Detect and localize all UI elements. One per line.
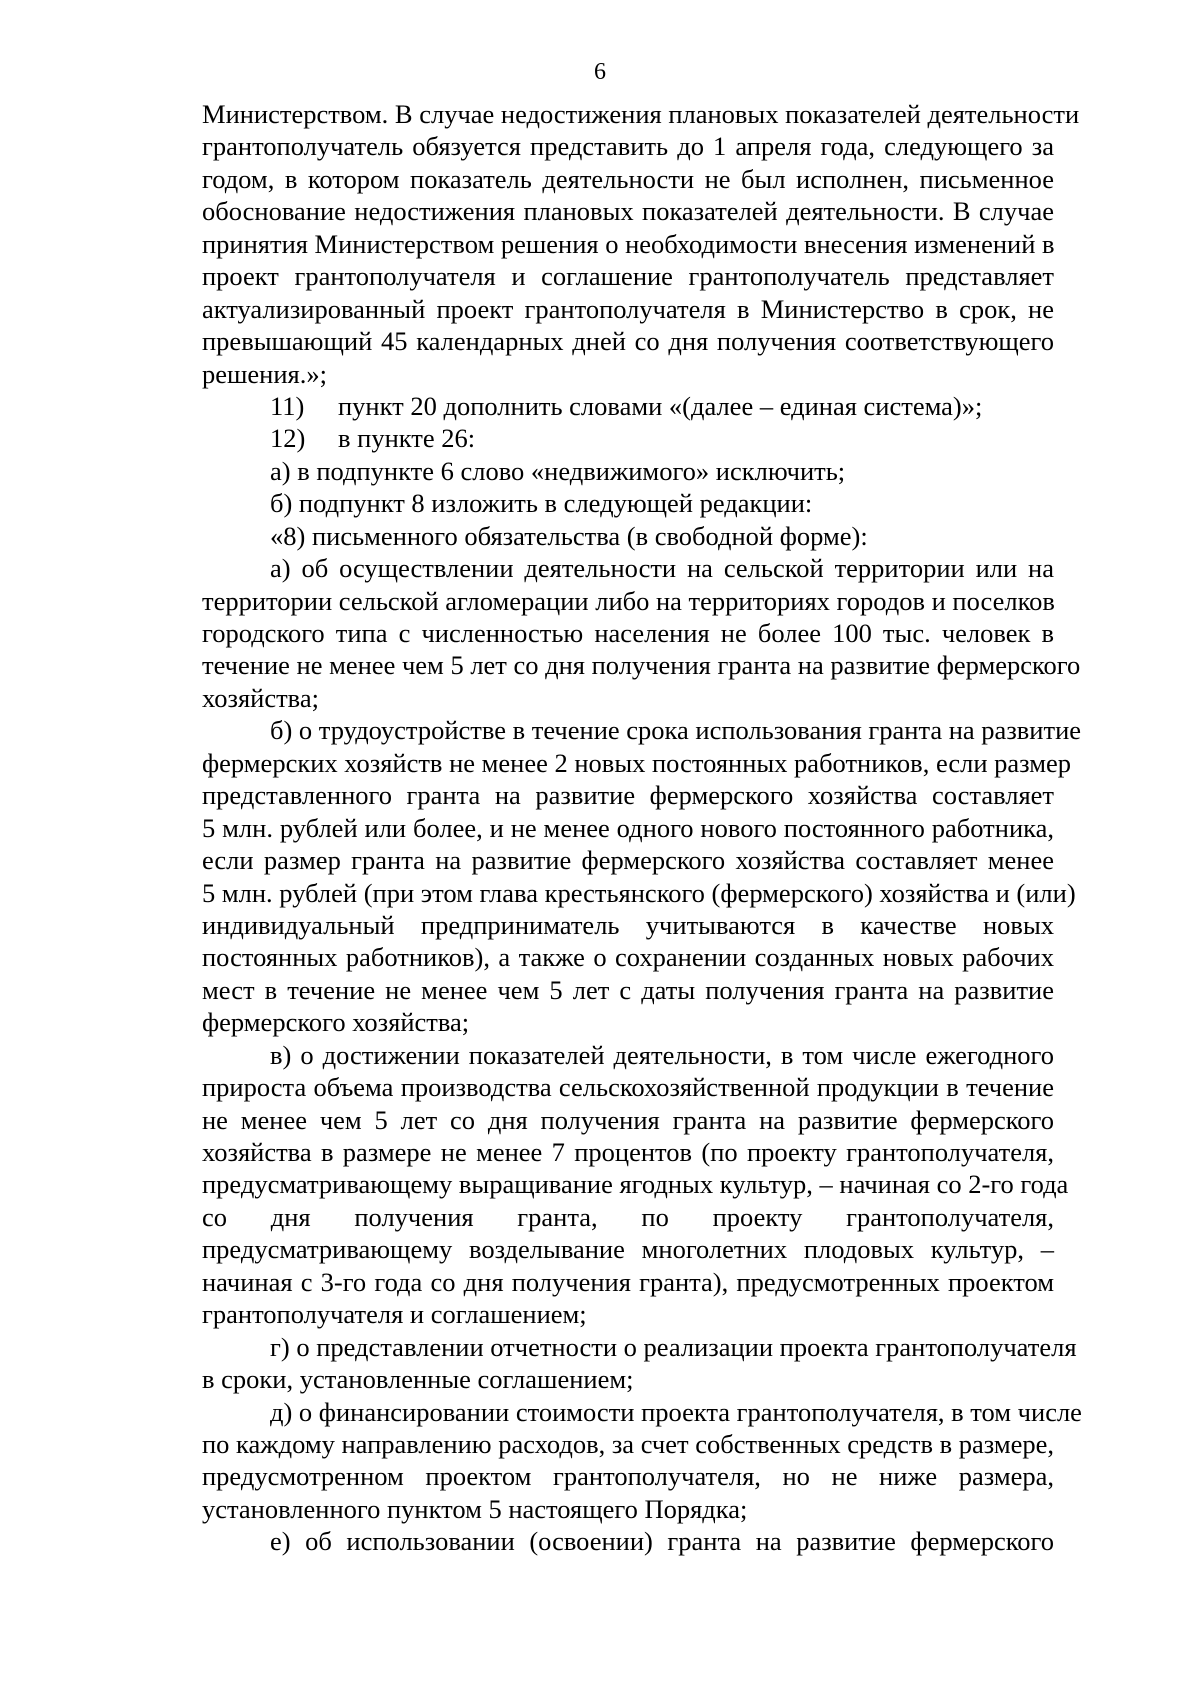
item-number: 12)	[270, 423, 306, 454]
text-line: прироста объема производства сельскохозяйственной продукции в течение	[202, 1072, 1054, 1103]
text-line: если размер гранта на развитие фермерского хозяйства составляет менее	[202, 845, 1054, 876]
text-line: 5 млн. рублей (при этом глава крестьянского (фермерского) хозяйства и (или)	[202, 877, 1076, 908]
text-line: индивидуальный предприниматель учитываются в качестве новых	[202, 909, 1054, 940]
page-number: 6	[594, 59, 606, 85]
text-line: фермерских хозяйств не менее 2 новых постоянных работников, если размер	[202, 747, 1072, 778]
text-line: е) об использовании (освоении) гранта на развитие фермерского	[270, 1526, 1054, 1557]
text-line: предусмотренном проектом грантополучателя, но не ниже размера,	[202, 1461, 1054, 1492]
text-line: «8) письменного обязательства (в свободной форме):	[270, 520, 868, 551]
text-line: городского типа с численностью населения не более 100 тыс. человек в	[202, 618, 1054, 648]
item-text: пункт 20 дополнить словами «(далее – единая система)»;	[338, 390, 983, 421]
list-item-12	[202, 422, 1054, 454]
text-line: грантополучатель обязуется представить до 1 апреля года, следующего за	[202, 131, 1054, 162]
text-line: а) в подпункте 6 слово «недвижимого» исключить;	[270, 455, 846, 486]
text-line: принятия Министерством решения о необходимости внесения изменений в	[202, 228, 1055, 259]
text-line: д) о финансировании стоимости проекта грантополучателя, в том числе	[270, 1396, 1082, 1427]
text-line: постоянных работников), а также о сохранении созданных новых рабочих	[202, 942, 1054, 973]
text-line: решения.»;	[202, 358, 327, 389]
text-line: хозяйства;	[202, 682, 319, 713]
text-line: б) о трудоустройстве в течение срока использования гранта на развитие	[270, 715, 1082, 746]
text-line: годом, в котором показатель деятельности не был исполнен, письменное	[202, 163, 1054, 194]
text-line: б) подпункт 8 изложить в следующей редакции:	[270, 488, 813, 519]
text-line: начиная с 3-го года со дня получения гранта), предусмотренных проектом	[202, 1266, 1054, 1297]
list-item-11	[202, 390, 1054, 422]
text-line: не менее чем 5 лет со дня получения гранта на развитие фермерского	[202, 1104, 1054, 1135]
item-number: 11)	[270, 390, 305, 421]
text-line: предусматривающему возделывание многолетних плодовых культур, –	[202, 1234, 1054, 1265]
text-line: хозяйства в размере не менее 7 процентов (по проекту грантополучателя,	[202, 1137, 1054, 1167]
text-line: в) о достижении показателей деятельности, в том числе ежегодного	[270, 1039, 1054, 1070]
text-line: по каждому направлению расходов, за счет собственных средств в размере,	[202, 1428, 1055, 1459]
text-line: мест в течение не менее чем 5 лет с даты получения гранта на развитие	[202, 974, 1054, 1005]
text-line: территории сельской агломерации либо на территориях городов и поселков	[202, 585, 1055, 616]
text-line: установленного пунктом 5 настоящего Порядка;	[202, 1493, 748, 1524]
document-body	[202, 98, 1082, 1558]
text-line: со дня получения гранта, по проекту грантополучателя,	[202, 1201, 1054, 1232]
text-line: грантополучателя и соглашением;	[202, 1299, 587, 1330]
text-line: обоснование недостижения плановых показателей деятельности. В случае	[202, 196, 1054, 227]
text-line: предусматривающему выращивание ягодных культур, – начиная со 2-го года	[202, 1169, 1069, 1200]
text-line: течение не менее чем 5 лет со дня получения гранта на развитие фермерского	[202, 650, 1081, 681]
item-text: в пункте 26:	[338, 423, 476, 454]
text-line: а) об осуществлении деятельности на сельской территории или на	[270, 553, 1054, 584]
text-line: проект грантополучателя и соглашение грантополучатель представляет	[202, 261, 1054, 292]
text-line: Министерством. В случае недостижения плановых показателей деятельности	[202, 99, 1080, 129]
text-line: г) о представлении отчетности о реализации проекта грантополучателя	[270, 1331, 1077, 1362]
text-line: представленного гранта на развитие фермерского хозяйства составляет	[202, 780, 1054, 811]
text-line: фермерского хозяйства;	[202, 1007, 470, 1038]
text-line: актуализированный проект грантополучателя в Министерство в срок, не	[202, 293, 1054, 324]
text-line: превышающий 45 календарных дней со дня получения соответствующего	[202, 326, 1054, 357]
text-line: 5 млн. рублей или более, и не менее одного нового постоянного работника,	[202, 812, 1054, 843]
text-line: в сроки, установленные соглашением;	[202, 1364, 634, 1395]
